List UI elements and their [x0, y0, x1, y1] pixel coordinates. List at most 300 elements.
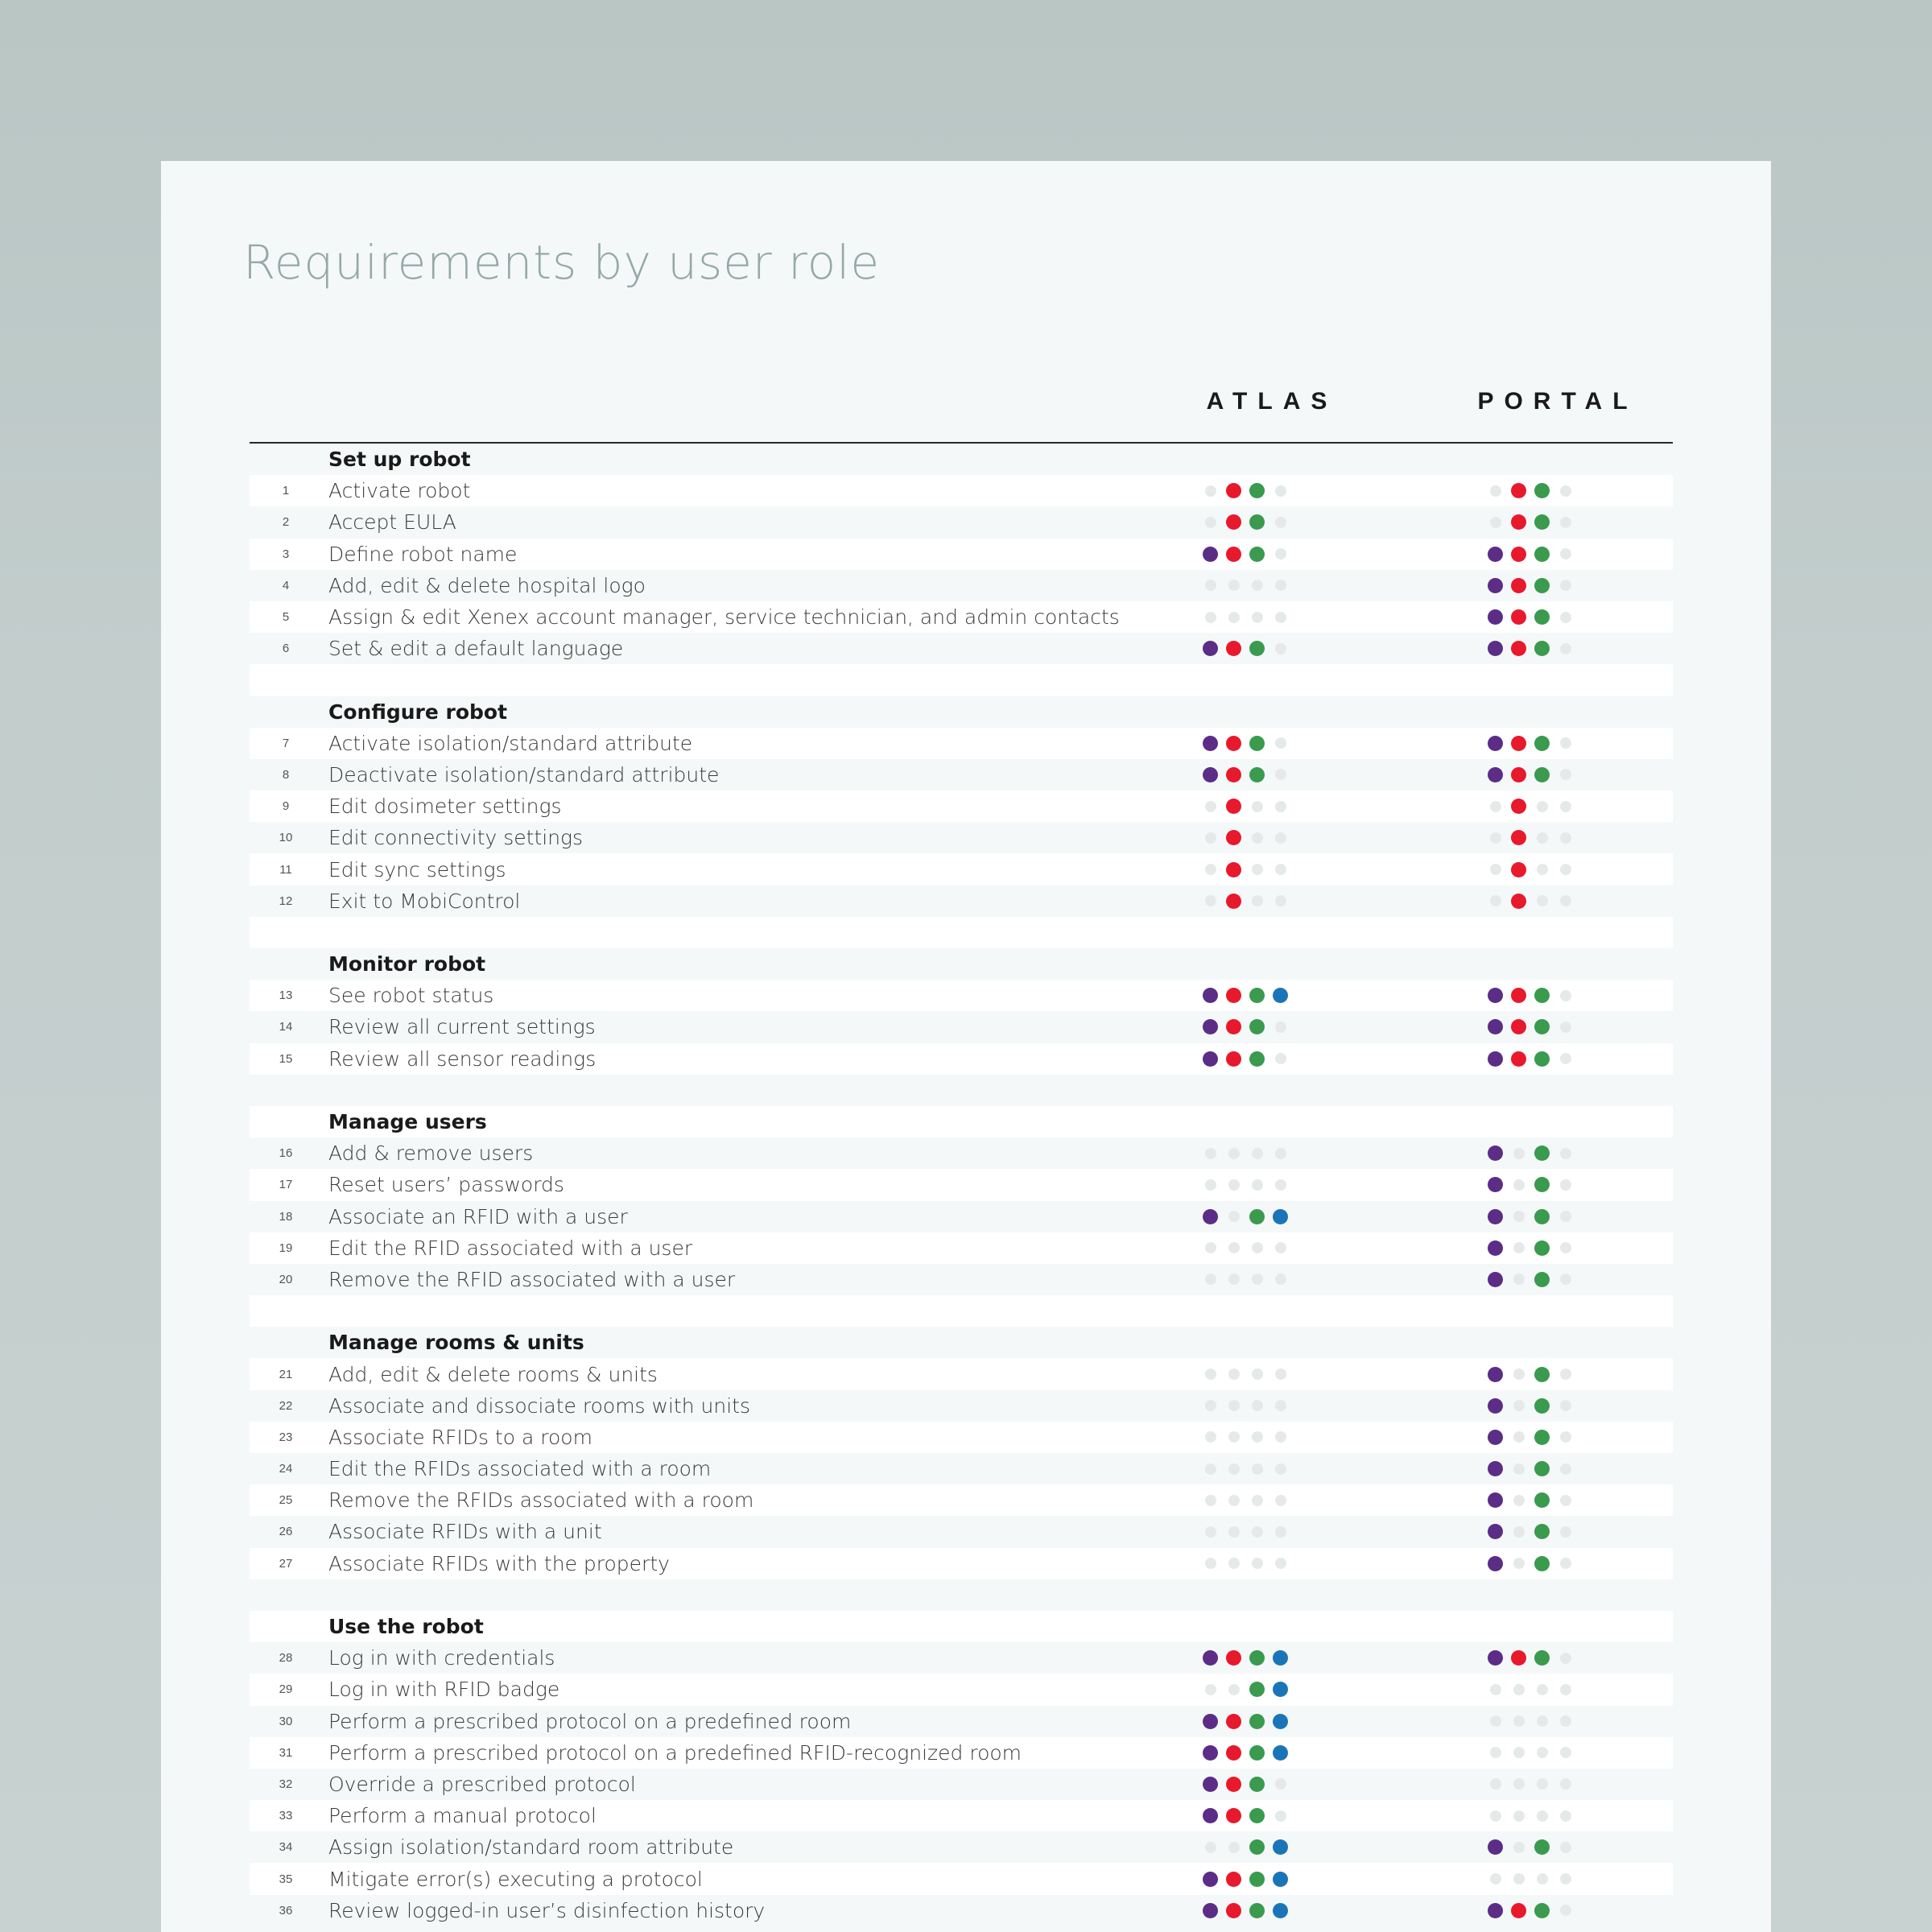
green-role-dot-icon: [1534, 1839, 1550, 1855]
empty-role-dot-icon: [1490, 895, 1501, 906]
red-role-dot-icon: [1511, 894, 1526, 909]
empty-role-dot-icon: [1560, 990, 1571, 1001]
green-role-dot-icon: [1534, 1430, 1550, 1445]
section-header-row: [250, 1327, 1673, 1358]
row-number: 9: [282, 799, 290, 814]
green-role-dot-icon: [1249, 1650, 1265, 1666]
red-role-dot-icon: [1226, 1872, 1241, 1887]
green-role-dot-icon: [1249, 1777, 1265, 1792]
atlas-role-dots: [1203, 736, 1288, 751]
section-title: Manage users: [328, 1110, 487, 1134]
atlas-role-dots: [1203, 1558, 1288, 1569]
requirement-row: [250, 506, 1673, 538]
empty-role-dot-icon: [1275, 485, 1286, 497]
empty-role-dot-icon: [1252, 1495, 1263, 1506]
empty-role-dot-icon: [1228, 1842, 1240, 1853]
purple-role-dot-icon: [1488, 578, 1503, 593]
green-role-dot-icon: [1249, 1903, 1265, 1918]
green-role-dot-icon: [1249, 736, 1265, 751]
empty-role-dot-icon: [1275, 1242, 1286, 1253]
empty-role-dot-icon: [1252, 801, 1263, 812]
empty-role-dot-icon: [1205, 864, 1216, 875]
requirement-label: Accept EULA: [328, 510, 456, 535]
empty-role-dot-icon: [1252, 895, 1263, 906]
requirement-label: Review all sensor readings: [328, 1046, 597, 1071]
red-role-dot-icon: [1226, 1051, 1241, 1067]
green-role-dot-icon: [1249, 1745, 1265, 1761]
requirement-row: [250, 601, 1673, 633]
empty-role-dot-icon: [1228, 1495, 1240, 1506]
portal-role-dots: [1488, 1684, 1573, 1695]
requirement-label: Mitigate error(s) executing a protocol: [328, 1867, 703, 1891]
red-role-dot-icon: [1511, 1051, 1526, 1067]
requirement-row: [250, 1895, 1673, 1926]
blue-role-dot-icon: [1273, 1872, 1288, 1887]
empty-role-dot-icon: [1252, 1368, 1263, 1380]
row-number: 10: [279, 831, 293, 845]
purple-role-dot-icon: [1488, 547, 1503, 562]
requirement-row: [250, 1831, 1673, 1863]
empty-role-dot-icon: [1490, 864, 1501, 875]
empty-role-dot-icon: [1513, 1431, 1525, 1443]
red-role-dot-icon: [1226, 1745, 1241, 1761]
red-role-dot-icon: [1226, 988, 1241, 1003]
section-header-row: [250, 1611, 1673, 1642]
requirement-label: Exit to MobiControl: [328, 889, 521, 913]
empty-role-dot-icon: [1205, 1684, 1216, 1695]
red-role-dot-icon: [1511, 641, 1526, 656]
red-role-dot-icon: [1511, 799, 1526, 814]
portal-role-dots: [1488, 799, 1573, 814]
empty-role-dot-icon: [1275, 1274, 1286, 1285]
red-role-dot-icon: [1511, 514, 1526, 530]
green-role-dot-icon: [1249, 1808, 1265, 1823]
red-role-dot-icon: [1511, 609, 1526, 625]
red-role-dot-icon: [1226, 483, 1241, 498]
empty-role-dot-icon: [1560, 1242, 1571, 1253]
empty-role-dot-icon: [1205, 1842, 1216, 1853]
empty-role-dot-icon: [1560, 769, 1571, 780]
portal-role-dots: [1488, 483, 1573, 498]
portal-role-dots: [1488, 1146, 1573, 1161]
empty-role-dot-icon: [1537, 1810, 1548, 1822]
empty-role-dot-icon: [1537, 832, 1548, 844]
requirement-row: [250, 1390, 1673, 1422]
purple-role-dot-icon: [1203, 1872, 1218, 1887]
red-role-dot-icon: [1511, 1903, 1526, 1918]
empty-role-dot-icon: [1228, 1431, 1240, 1443]
spacer-row: [250, 917, 1673, 948]
blue-role-dot-icon: [1273, 1903, 1288, 1918]
purple-role-dot-icon: [1488, 1556, 1503, 1571]
requirement-row: [250, 1264, 1673, 1295]
requirement-label: Review all current settings: [328, 1015, 596, 1039]
requirement-row: [250, 791, 1673, 822]
requirement-row: [250, 1358, 1673, 1389]
empty-role-dot-icon: [1513, 1873, 1525, 1885]
green-role-dot-icon: [1534, 1524, 1550, 1539]
purple-role-dot-icon: [1203, 1650, 1218, 1666]
green-role-dot-icon: [1534, 547, 1550, 562]
requirement-label: Remove the RFID associated with a user: [328, 1267, 736, 1291]
empty-role-dot-icon: [1205, 832, 1216, 844]
requirement-row: [250, 475, 1673, 506]
row-number: 36: [279, 1903, 293, 1918]
red-role-dot-icon: [1226, 894, 1241, 909]
empty-role-dot-icon: [1275, 517, 1286, 528]
red-role-dot-icon: [1511, 736, 1526, 751]
empty-role-dot-icon: [1205, 1400, 1216, 1411]
empty-role-dot-icon: [1205, 1463, 1216, 1475]
empty-role-dot-icon: [1560, 1179, 1571, 1191]
atlas-role-dots: [1203, 580, 1288, 591]
row-number: 4: [282, 578, 290, 592]
red-role-dot-icon: [1226, 1903, 1241, 1918]
empty-role-dot-icon: [1560, 1747, 1571, 1758]
red-role-dot-icon: [1511, 862, 1526, 877]
portal-role-dots: [1488, 1272, 1573, 1287]
spacer-row: [250, 1075, 1673, 1106]
green-role-dot-icon: [1534, 736, 1550, 751]
empty-role-dot-icon: [1275, 1778, 1286, 1790]
requirement-row: [250, 1043, 1673, 1075]
atlas-role-dots: [1203, 1242, 1288, 1253]
empty-role-dot-icon: [1252, 1400, 1263, 1411]
row-number: 13: [279, 989, 293, 1003]
green-role-dot-icon: [1534, 1556, 1550, 1571]
empty-role-dot-icon: [1252, 864, 1263, 875]
requirement-row: [250, 1863, 1673, 1894]
section-title: Monitor robot: [328, 952, 486, 976]
portal-role-dots: [1488, 1556, 1573, 1571]
empty-role-dot-icon: [1560, 737, 1571, 749]
blue-role-dot-icon: [1273, 1839, 1288, 1855]
empty-role-dot-icon: [1275, 580, 1286, 591]
atlas-role-dots: [1203, 547, 1288, 562]
atlas-role-dots: [1203, 799, 1288, 814]
requirement-label: Reset users’ passwords: [328, 1173, 564, 1197]
red-role-dot-icon: [1226, 547, 1241, 562]
green-role-dot-icon: [1534, 1209, 1550, 1224]
purple-role-dot-icon: [1203, 1714, 1218, 1729]
atlas-role-dots: [1203, 1431, 1288, 1443]
atlas-role-dots: [1203, 830, 1288, 845]
green-role-dot-icon: [1249, 1839, 1265, 1855]
requirement-label: Edit the RFID associated with a user: [328, 1236, 693, 1260]
requirement-row: [250, 853, 1673, 885]
empty-role-dot-icon: [1252, 1242, 1263, 1253]
empty-role-dot-icon: [1513, 1242, 1525, 1253]
portal-role-dots: [1488, 609, 1573, 625]
empty-role-dot-icon: [1252, 1463, 1263, 1475]
section-title: Use the robot: [328, 1615, 484, 1639]
empty-role-dot-icon: [1513, 1684, 1525, 1695]
requirement-label: Add, edit & delete hospital logo: [328, 573, 646, 597]
empty-role-dot-icon: [1205, 1526, 1216, 1538]
row-number: 2: [282, 515, 290, 530]
section-title: Set up robot: [328, 448, 471, 472]
portal-role-dots: [1488, 641, 1573, 656]
empty-role-dot-icon: [1513, 1842, 1525, 1853]
purple-role-dot-icon: [1488, 1524, 1503, 1539]
requirement-row: [250, 980, 1673, 1011]
row-number: 17: [279, 1178, 293, 1192]
blue-role-dot-icon: [1273, 1682, 1288, 1697]
green-role-dot-icon: [1534, 514, 1550, 530]
empty-role-dot-icon: [1205, 1179, 1216, 1191]
requirement-row: [250, 1737, 1673, 1769]
red-role-dot-icon: [1226, 1650, 1241, 1666]
empty-role-dot-icon: [1560, 1684, 1571, 1695]
empty-role-dot-icon: [1252, 1526, 1263, 1538]
row-number: 8: [282, 767, 290, 782]
empty-role-dot-icon: [1275, 1431, 1286, 1443]
atlas-role-dots: [1203, 988, 1288, 1003]
requirement-label: Assign isolation/standard room attribute: [328, 1835, 734, 1860]
requirement-label: Assign & edit Xenex account manager, service technician, and admin contacts: [328, 605, 1120, 630]
requirement-label: Deactivate isolation/standard attribute: [328, 762, 720, 786]
atlas-role-dots: [1203, 514, 1288, 530]
empty-role-dot-icon: [1560, 801, 1571, 812]
requirement-row: [250, 1516, 1673, 1547]
empty-role-dot-icon: [1228, 612, 1240, 623]
row-number: 34: [279, 1840, 293, 1855]
empty-role-dot-icon: [1490, 1747, 1501, 1758]
empty-role-dot-icon: [1513, 1747, 1525, 1758]
red-role-dot-icon: [1226, 514, 1241, 530]
requirement-row: [250, 1484, 1673, 1516]
green-role-dot-icon: [1249, 1714, 1265, 1729]
portal-role-dots: [1488, 1367, 1573, 1382]
empty-role-dot-icon: [1275, 1526, 1286, 1538]
empty-role-dot-icon: [1275, 832, 1286, 844]
atlas-role-dots: [1203, 1209, 1288, 1224]
empty-role-dot-icon: [1537, 1873, 1548, 1885]
requirement-row: [250, 1137, 1673, 1169]
empty-role-dot-icon: [1490, 1873, 1501, 1885]
empty-role-dot-icon: [1205, 580, 1216, 591]
row-number: 1: [282, 484, 290, 498]
portal-role-dots: [1488, 862, 1573, 877]
empty-role-dot-icon: [1560, 1495, 1571, 1506]
empty-role-dot-icon: [1537, 1778, 1548, 1790]
empty-role-dot-icon: [1560, 1810, 1571, 1822]
empty-role-dot-icon: [1205, 801, 1216, 812]
requirement-row: [250, 1232, 1673, 1264]
empty-role-dot-icon: [1560, 864, 1571, 875]
empty-role-dot-icon: [1275, 643, 1286, 654]
purple-role-dot-icon: [1203, 1808, 1218, 1823]
row-number: 24: [279, 1462, 293, 1476]
empty-role-dot-icon: [1490, 1778, 1501, 1790]
atlas-role-dots: [1203, 1148, 1288, 1159]
portal-role-dots: [1488, 547, 1573, 562]
atlas-role-dots: [1203, 1682, 1288, 1697]
red-role-dot-icon: [1226, 641, 1241, 656]
green-role-dot-icon: [1249, 1019, 1265, 1034]
portal-role-dots: [1488, 1051, 1573, 1067]
requirement-label: Override a prescribed protocol: [328, 1772, 636, 1796]
purple-role-dot-icon: [1488, 1019, 1503, 1034]
empty-role-dot-icon: [1560, 1526, 1571, 1538]
portal-role-dots: [1488, 1778, 1573, 1790]
green-role-dot-icon: [1534, 578, 1550, 593]
green-role-dot-icon: [1534, 1019, 1550, 1034]
requirement-label: Add, edit & delete rooms & units: [328, 1362, 658, 1386]
empty-role-dot-icon: [1490, 517, 1501, 528]
red-role-dot-icon: [1226, 736, 1241, 751]
requirement-label: Associate RFIDs with a unit: [328, 1520, 602, 1544]
spacer-row: [250, 664, 1673, 696]
empty-role-dot-icon: [1205, 1148, 1216, 1159]
empty-role-dot-icon: [1275, 1558, 1286, 1569]
empty-role-dot-icon: [1275, 548, 1286, 559]
empty-role-dot-icon: [1537, 1684, 1548, 1695]
empty-role-dot-icon: [1252, 1431, 1263, 1443]
empty-role-dot-icon: [1560, 517, 1571, 528]
row-number: 22: [279, 1398, 293, 1413]
empty-role-dot-icon: [1275, 1400, 1286, 1411]
requirement-row: [250, 1706, 1673, 1737]
empty-role-dot-icon: [1228, 1400, 1240, 1411]
purple-role-dot-icon: [1488, 1398, 1503, 1414]
atlas-role-dots: [1203, 1051, 1288, 1067]
section-header-row: [250, 1106, 1673, 1137]
empty-role-dot-icon: [1490, 1810, 1501, 1822]
section-header-row: [250, 696, 1673, 728]
green-role-dot-icon: [1534, 767, 1550, 782]
section-header-row: [250, 444, 1673, 475]
empty-role-dot-icon: [1490, 1684, 1501, 1695]
empty-role-dot-icon: [1205, 1368, 1216, 1380]
atlas-role-dots: [1203, 1400, 1288, 1411]
empty-role-dot-icon: [1252, 612, 1263, 623]
requirement-label: Perform a prescribed protocol on a predefined room: [328, 1709, 852, 1733]
portal-role-dots: [1488, 988, 1573, 1003]
row-number: 33: [279, 1809, 293, 1823]
empty-role-dot-icon: [1560, 1842, 1571, 1853]
empty-role-dot-icon: [1275, 769, 1286, 780]
requirement-label: Activate isolation/standard attribute: [328, 731, 693, 755]
red-role-dot-icon: [1511, 767, 1526, 782]
green-role-dot-icon: [1534, 1146, 1550, 1161]
row-number: 29: [279, 1682, 293, 1697]
portal-role-dots: [1488, 1492, 1573, 1508]
page-title: Requirements by user role: [243, 235, 881, 290]
atlas-role-dots: [1203, 1463, 1288, 1475]
empty-role-dot-icon: [1560, 895, 1571, 906]
row-number: 35: [279, 1872, 293, 1886]
blue-role-dot-icon: [1273, 1714, 1288, 1729]
empty-role-dot-icon: [1560, 1022, 1571, 1033]
requirement-label: Associate an RFID with a user: [328, 1204, 628, 1228]
atlas-role-dots: [1203, 483, 1288, 498]
purple-role-dot-icon: [1203, 1903, 1218, 1918]
empty-role-dot-icon: [1228, 1368, 1240, 1380]
empty-role-dot-icon: [1205, 1558, 1216, 1569]
red-role-dot-icon: [1511, 547, 1526, 562]
empty-role-dot-icon: [1252, 1179, 1263, 1191]
green-role-dot-icon: [1534, 988, 1550, 1003]
atlas-role-dots: [1203, 1903, 1288, 1918]
red-role-dot-icon: [1226, 830, 1241, 845]
row-number: 19: [279, 1241, 293, 1255]
purple-role-dot-icon: [1203, 767, 1218, 782]
empty-role-dot-icon: [1537, 801, 1548, 812]
green-role-dot-icon: [1534, 1398, 1550, 1414]
portal-role-dots: [1488, 1019, 1573, 1034]
purple-role-dot-icon: [1488, 1461, 1503, 1476]
blue-role-dot-icon: [1273, 1209, 1288, 1224]
empty-role-dot-icon: [1275, 864, 1286, 875]
blue-role-dot-icon: [1273, 988, 1288, 1003]
green-role-dot-icon: [1249, 1209, 1265, 1224]
portal-role-dots: [1488, 1839, 1573, 1855]
purple-role-dot-icon: [1488, 1650, 1503, 1666]
row-number: 7: [282, 736, 290, 750]
row-number: 6: [282, 642, 290, 656]
requirement-label: Activate robot: [328, 479, 471, 503]
empty-role-dot-icon: [1560, 1431, 1571, 1443]
green-role-dot-icon: [1249, 767, 1265, 782]
portal-role-dots: [1488, 1715, 1573, 1727]
row-number: 18: [279, 1209, 293, 1224]
red-role-dot-icon: [1226, 1714, 1241, 1729]
row-number: 21: [279, 1367, 293, 1381]
requirements-sheet: [161, 161, 1771, 1932]
requirement-row: [250, 1169, 1673, 1200]
empty-role-dot-icon: [1205, 1495, 1216, 1506]
empty-role-dot-icon: [1205, 517, 1216, 528]
atlas-role-dots: [1203, 1495, 1288, 1506]
section-title: Manage rooms & units: [328, 1331, 584, 1355]
empty-role-dot-icon: [1228, 1211, 1240, 1222]
empty-role-dot-icon: [1560, 1653, 1571, 1664]
red-role-dot-icon: [1511, 483, 1526, 498]
portal-role-dots: [1488, 1747, 1573, 1758]
atlas-role-dots: [1203, 1368, 1288, 1380]
atlas-role-dots: [1203, 1777, 1288, 1792]
green-role-dot-icon: [1534, 1241, 1550, 1256]
requirement-label: Remove the RFIDs associated with a room: [328, 1488, 754, 1513]
portal-role-dots: [1488, 830, 1573, 845]
purple-role-dot-icon: [1488, 1146, 1503, 1161]
spacer-row: [250, 1295, 1673, 1327]
empty-role-dot-icon: [1228, 1463, 1240, 1475]
purple-role-dot-icon: [1488, 1492, 1503, 1508]
green-role-dot-icon: [1534, 641, 1550, 656]
empty-role-dot-icon: [1513, 1558, 1525, 1569]
atlas-role-dots: [1203, 1745, 1288, 1761]
atlas-role-dots: [1203, 1872, 1288, 1887]
column-header-atlas: ATLAS: [1206, 388, 1338, 415]
empty-role-dot-icon: [1560, 1368, 1571, 1380]
red-role-dot-icon: [1226, 1019, 1241, 1034]
green-role-dot-icon: [1534, 1272, 1550, 1287]
row-number: 16: [279, 1146, 293, 1161]
empty-role-dot-icon: [1560, 548, 1571, 559]
empty-role-dot-icon: [1513, 1148, 1525, 1159]
requirement-label: Review logged-in user’s disinfection history: [328, 1898, 766, 1922]
portal-role-dots: [1488, 1177, 1573, 1192]
purple-role-dot-icon: [1203, 1209, 1218, 1224]
requirement-label: Edit connectivity settings: [328, 826, 584, 850]
empty-role-dot-icon: [1560, 1400, 1571, 1411]
green-role-dot-icon: [1249, 1872, 1265, 1887]
spacer-row: [250, 1579, 1673, 1611]
portal-role-dots: [1488, 1209, 1573, 1224]
portal-role-dots: [1488, 1430, 1573, 1445]
